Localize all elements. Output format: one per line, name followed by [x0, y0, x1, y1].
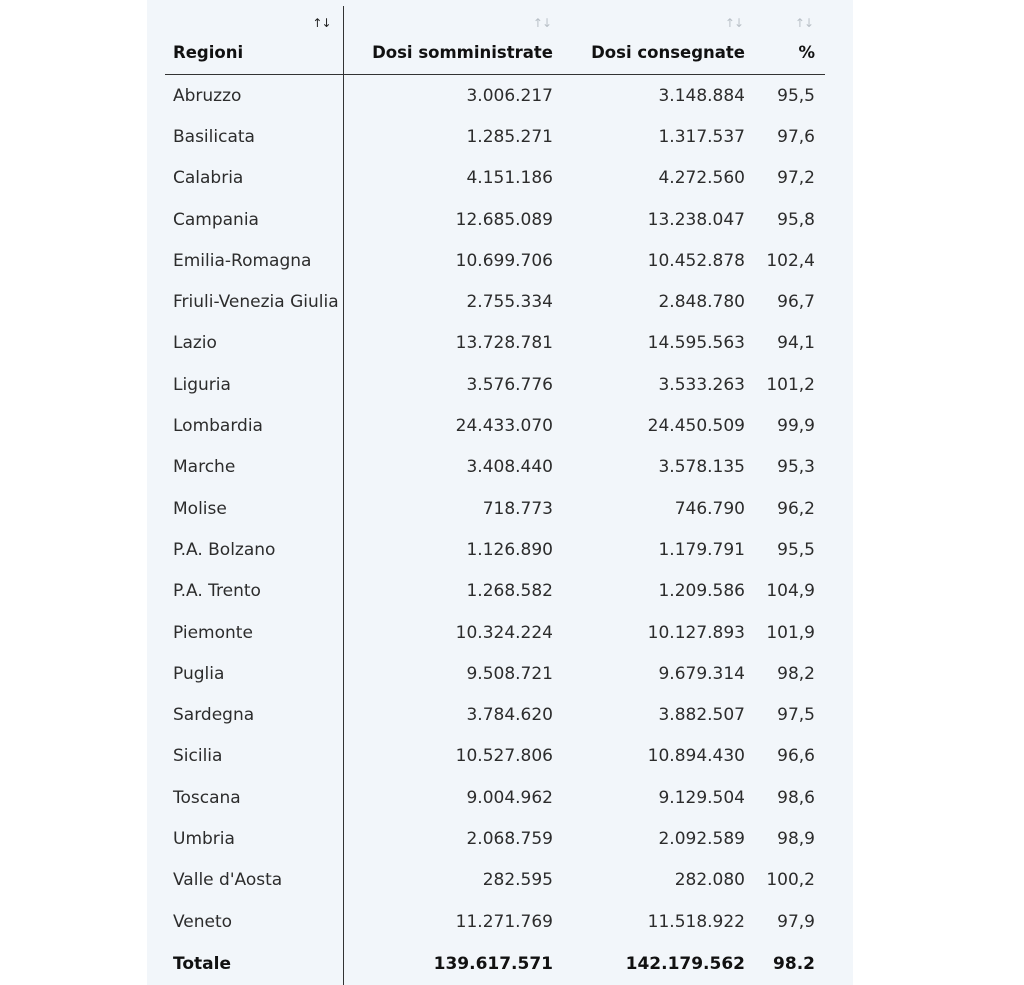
sort-icon[interactable]: ↑↓	[532, 16, 551, 30]
total-cell-region: Totale	[165, 942, 343, 985]
header-regioni[interactable]	[165, 6, 343, 75]
table-row	[165, 323, 825, 364]
cell-administered: 1.285.271	[466, 126, 553, 147]
cell-region: Abruzzo	[165, 75, 343, 117]
table-row	[165, 612, 825, 653]
table-row	[165, 694, 825, 735]
cell-percent: 98,2	[777, 663, 815, 684]
table-row	[165, 447, 825, 488]
cell-percent: 101,9	[766, 622, 815, 643]
total-cell-delivered: 142.179.562	[625, 954, 745, 975]
cell-percent: 97,9	[777, 911, 815, 932]
table-row	[165, 281, 825, 322]
cell-delivered: 2.848.780	[658, 292, 745, 313]
cell-region: Sardegna	[165, 694, 343, 735]
cell-administered: 1.126.890	[466, 539, 553, 560]
cell-region: P.A. Bolzano	[165, 529, 343, 570]
table-row	[165, 405, 825, 446]
cell-region: Calabria	[165, 158, 343, 199]
header-dosi-consegnate[interactable]	[563, 6, 755, 75]
cell-delivered: 1.317.537	[658, 126, 745, 147]
header-label: Dosi somministrate	[372, 43, 553, 62]
cell-percent: 100,2	[766, 870, 815, 891]
table-row	[165, 116, 825, 157]
cell-region: Emilia-Romagna	[165, 240, 343, 281]
cell-percent: 95,5	[777, 539, 815, 560]
header-label: Regioni	[173, 43, 244, 62]
cell-administered: 10.527.806	[455, 746, 553, 767]
table-row	[165, 364, 825, 405]
cell-administered: 9.004.962	[466, 787, 553, 808]
cell-region: Valle d'Aosta	[165, 860, 343, 901]
table-panel	[147, 0, 853, 985]
cell-delivered: 14.595.563	[647, 333, 745, 354]
cell-region: Umbria	[165, 818, 343, 859]
cell-delivered: 3.148.884	[658, 85, 745, 106]
cell-delivered: 746.790	[674, 498, 745, 519]
cell-administered: 9.508.721	[466, 663, 553, 684]
cell-percent: 102,4	[766, 250, 815, 271]
cell-percent: 95,8	[777, 209, 815, 230]
cell-region: Liguria	[165, 364, 343, 405]
cell-percent: 97,5	[777, 705, 815, 726]
table-row	[165, 653, 825, 694]
cell-percent: 97,6	[777, 126, 815, 147]
sort-icon[interactable]: ↑↓	[724, 16, 743, 30]
table-body	[165, 75, 825, 985]
cell-delivered: 3.533.263	[658, 374, 745, 395]
table-row	[165, 240, 825, 281]
cell-administered: 2.755.334	[466, 292, 553, 313]
cell-region: Lazio	[165, 323, 343, 364]
cell-delivered: 9.129.504	[658, 787, 745, 808]
header-row	[165, 6, 825, 75]
cell-percent: 97,2	[777, 168, 815, 189]
table-row	[165, 199, 825, 240]
cell-administered: 3.784.620	[466, 705, 553, 726]
cell-percent: 96,2	[777, 498, 815, 519]
table-row	[165, 818, 825, 859]
cell-percent: 101,2	[766, 374, 815, 395]
table-row	[165, 860, 825, 901]
cell-percent: 96,7	[777, 292, 815, 313]
table-row	[165, 736, 825, 777]
table-row	[165, 488, 825, 529]
cell-delivered: 10.127.893	[647, 622, 745, 643]
header-label: %	[798, 43, 815, 62]
cell-delivered: 24.450.509	[647, 416, 745, 437]
cell-delivered: 3.882.507	[658, 705, 745, 726]
cell-region: Molise	[165, 488, 343, 529]
cell-administered: 24.433.070	[455, 416, 553, 437]
cell-delivered: 11.518.922	[647, 911, 745, 932]
header-percent[interactable]	[755, 6, 825, 75]
total-row	[165, 942, 825, 985]
cell-delivered: 3.578.135	[658, 457, 745, 478]
cell-delivered: 282.080	[674, 870, 745, 891]
cell-percent: 104,9	[766, 581, 815, 602]
header-label: Dosi consegnate	[591, 43, 745, 62]
cell-administered: 13.728.781	[455, 333, 553, 354]
cell-region: Basilicata	[165, 116, 343, 157]
cell-percent: 98,9	[777, 828, 815, 849]
cell-delivered: 10.894.430	[647, 746, 745, 767]
cell-region: Friuli-Venezia Giulia	[165, 281, 343, 322]
cell-administered: 718.773	[482, 498, 553, 519]
cell-administered: 11.271.769	[455, 911, 553, 932]
cell-region: Veneto	[165, 901, 343, 942]
cell-administered: 10.324.224	[455, 622, 553, 643]
cell-region: Toscana	[165, 777, 343, 818]
cell-delivered: 1.179.791	[658, 539, 745, 560]
table-row	[165, 777, 825, 818]
total-cell-administered: 139.617.571	[433, 954, 553, 975]
cell-delivered: 2.092.589	[658, 828, 745, 849]
table-row	[165, 571, 825, 612]
vaccine-doses-table	[165, 6, 825, 985]
cell-administered: 3.576.776	[466, 374, 553, 395]
cell-administered: 4.151.186	[466, 168, 553, 189]
cell-delivered: 1.209.586	[658, 581, 745, 602]
cell-administered: 2.068.759	[466, 828, 553, 849]
cell-percent: 99,9	[777, 416, 815, 437]
cell-percent: 96,6	[777, 746, 815, 767]
table-row	[165, 75, 825, 117]
sort-icon[interactable]: ↑↓	[312, 16, 331, 30]
cell-region: Puglia	[165, 653, 343, 694]
cell-percent: 95,3	[777, 457, 815, 478]
cell-delivered: 4.272.560	[658, 168, 745, 189]
cell-region: P.A. Trento	[165, 571, 343, 612]
cell-region: Piemonte	[165, 612, 343, 653]
table-header	[165, 6, 825, 75]
cell-administered: 12.685.089	[455, 209, 553, 230]
total-cell-percent: 98.2	[773, 954, 815, 975]
cell-percent: 95,5	[777, 85, 815, 106]
cell-delivered: 10.452.878	[647, 250, 745, 271]
cell-region: Lombardia	[165, 405, 343, 446]
table-row	[165, 529, 825, 570]
cell-administered: 10.699.706	[455, 250, 553, 271]
cell-percent: 98,6	[777, 787, 815, 808]
cell-region: Sicilia	[165, 736, 343, 777]
cell-delivered: 13.238.047	[647, 209, 745, 230]
cell-region: Marche	[165, 447, 343, 488]
sort-icon[interactable]: ↑↓	[794, 16, 813, 30]
cell-administered: 282.595	[482, 870, 553, 891]
cell-percent: 94,1	[777, 333, 815, 354]
table-row	[165, 901, 825, 942]
header-dosi-somministrate[interactable]	[343, 6, 563, 75]
cell-administered: 1.268.582	[466, 581, 553, 602]
cell-delivered: 9.679.314	[658, 663, 745, 684]
table-row	[165, 158, 825, 199]
cell-administered: 3.408.440	[466, 457, 553, 478]
cell-region: Campania	[165, 199, 343, 240]
cell-administered: 3.006.217	[466, 85, 553, 106]
